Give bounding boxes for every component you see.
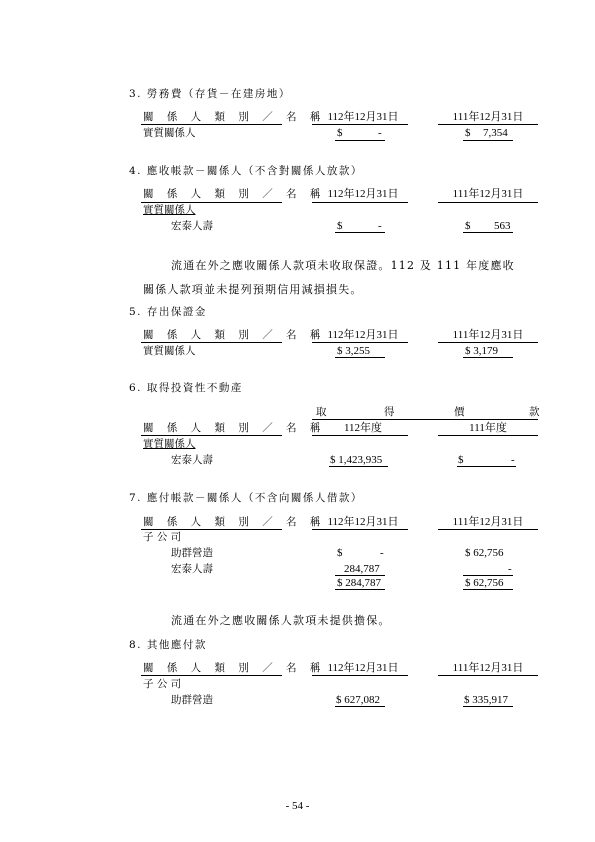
section-7-row-2-2022-value: - (508, 563, 512, 575)
section-5-header-2022: 111年12月31日 (452, 329, 524, 341)
section-4-header-2022: 111年12月31日 (452, 188, 524, 200)
section-4-row-label: 宏泰人壽 (171, 220, 213, 232)
section-5-row-label: 實質關係人 (143, 345, 196, 357)
section-7-row-1-2023-value: - (380, 547, 384, 559)
section-7-row-2-label: 宏泰人壽 (171, 563, 213, 575)
section-8-row-2022-value: $ 335,917 (464, 694, 508, 706)
section-3-row-label: 實質關係人 (143, 127, 196, 139)
section-7-header-rule (312, 529, 408, 530)
section-7-header-2023: 112年12月31日 (327, 516, 399, 528)
section-6-header-rule (438, 435, 538, 436)
section-4-header-rule (141, 202, 282, 203)
section-7-header-category: 關 係 人 類 別 ／ 名 稱 (143, 516, 326, 528)
section-3-header-2023: 112年12月31日 (327, 111, 399, 123)
section-5-title: 5. 存出保證金 (129, 306, 207, 318)
section-3-row-2023-currency: $ (337, 127, 343, 139)
section-4-header-2023: 112年12月31日 (327, 188, 399, 200)
section-3-title: 3. 勞務費（存貨－在建房地） (129, 88, 291, 100)
section-8-header-2022: 111年12月31日 (452, 662, 524, 674)
section-6-spanning-header-char: 得 (384, 406, 395, 418)
section-4-value-underline (463, 232, 513, 233)
section-4-note-line-2: 關係人款項並未提列預期信用減損損失。 (143, 283, 363, 296)
section-4-row-2022-value: 563 (494, 220, 511, 232)
section-5-row-2023-value: $ 3,255 (337, 345, 370, 357)
section-5-value-underline (463, 357, 513, 358)
section-6-value-underline (329, 466, 388, 467)
section-6-value-underline (457, 466, 516, 467)
section-6-spanning-header-char: 價 (454, 406, 465, 418)
section-5-value-underline (335, 357, 385, 358)
section-6-spanning-header-char: 款 (529, 406, 540, 418)
section-7-subtotal-rule (463, 575, 513, 576)
section-5-header-category: 關 係 人 類 別 ／ 名 稱 (143, 329, 326, 341)
section-6-header-rule (312, 435, 408, 436)
section-6-spanning-header-char: 取 (316, 406, 327, 418)
section-8-row-label: 助群營造 (171, 694, 213, 706)
section-4-row-2022-currency: $ (465, 220, 471, 232)
section-8-header-rule (141, 675, 282, 676)
section-4-row-2023-currency: $ (337, 220, 343, 232)
section-4-header-rule (438, 202, 538, 203)
section-7-total-2022: $ 62,756 (465, 577, 504, 589)
section-7-row-1-2022-value: $ 62,756 (465, 547, 504, 559)
section-7-title: 7. 應付帳款－關係人（不含向關係人借款） (129, 492, 363, 504)
section-4-header-rule (312, 202, 408, 203)
section-3-header-2022: 111年12月31日 (452, 111, 524, 123)
section-7-header-2022: 111年12月31日 (452, 516, 524, 528)
section-6-row-2023-value: $ 1,423,935 (330, 454, 383, 466)
section-6-header-2023: 112年度 (343, 422, 383, 434)
section-3-header-rule (312, 124, 408, 125)
section-7-row-1-2023-currency: $ (337, 547, 343, 559)
section-6-group-label: 實質關係人 (143, 438, 196, 450)
section-7-total-underline (463, 589, 513, 590)
section-8-header-rule (438, 675, 538, 676)
section-7-subtotal-rule (335, 575, 385, 576)
section-4-row-2023-value: - (378, 220, 382, 232)
page-number: - 54 - (285, 800, 310, 812)
section-5-header-rule (312, 342, 408, 343)
section-7-group-label: 子 公 司 (143, 531, 182, 543)
section-5-row-2022-value: $ 3,179 (465, 345, 498, 357)
section-6-header-2022: 111年度 (469, 422, 507, 434)
section-8-title: 8. 其他應付款 (129, 639, 207, 651)
section-4-title: 4. 應收帳款－關係人（不含對關係人放款） (129, 165, 363, 177)
section-6-header-rule (141, 435, 282, 436)
section-6-title: 6. 取得投資性不動產 (129, 382, 243, 394)
section-4-note-line-1: 流通在外之應收關係人款項未收取保證。112 及 111 年度應收 (171, 259, 515, 272)
section-8-row-2023-value: $ 627,082 (336, 694, 380, 706)
section-7-header-rule (141, 529, 282, 530)
section-8-header-2023: 112年12月31日 (327, 662, 399, 674)
section-8-header-rule (312, 675, 408, 676)
section-5-header-2023: 112年12月31日 (327, 329, 399, 341)
section-4-value-underline (335, 232, 385, 233)
section-8-group-label: 子 公 司 (143, 678, 182, 690)
section-5-header-rule (141, 342, 282, 343)
section-7-row-2-2023-value: 284,787 (344, 563, 380, 575)
section-7-header-rule (438, 529, 538, 530)
section-7-row-1-label: 助群營造 (171, 547, 213, 559)
section-3-row-2022-value: 7,354 (483, 127, 508, 139)
section-7-total-underline (335, 589, 385, 590)
section-6-row-label: 宏泰人壽 (171, 454, 213, 466)
section-3-value-underline (335, 140, 385, 141)
section-8-header-category: 關 係 人 類 別 ／ 名 稱 (143, 662, 326, 674)
section-7-note: 流通在外之應收關係人款項未提供擔保。 (171, 614, 391, 627)
section-4-group-label: 實質關係人 (143, 204, 196, 216)
section-6-row-2022-currency: $ (458, 454, 464, 466)
section-3-header-rule (141, 124, 282, 125)
section-7-total-2023: $ 284,787 (337, 577, 381, 589)
section-3-header-rule (438, 124, 538, 125)
section-5-header-rule (438, 342, 538, 343)
section-6-header-category: 關 係 人 類 別 ／ 名 稱 (143, 422, 326, 434)
section-3-row-2023-value: - (378, 127, 382, 139)
section-3-value-underline (463, 140, 513, 141)
section-6-spanning-header-rule (312, 419, 538, 420)
section-6-row-2022-value: - (511, 454, 515, 466)
section-8-value-underline (463, 706, 513, 707)
section-3-header-category: 關 係 人 類 別 ／ 名 稱 (143, 111, 326, 123)
section-4-header-category: 關 係 人 類 別 ／ 名 稱 (143, 188, 326, 200)
section-3-row-2022-currency: $ (465, 127, 471, 139)
section-8-value-underline (335, 706, 385, 707)
